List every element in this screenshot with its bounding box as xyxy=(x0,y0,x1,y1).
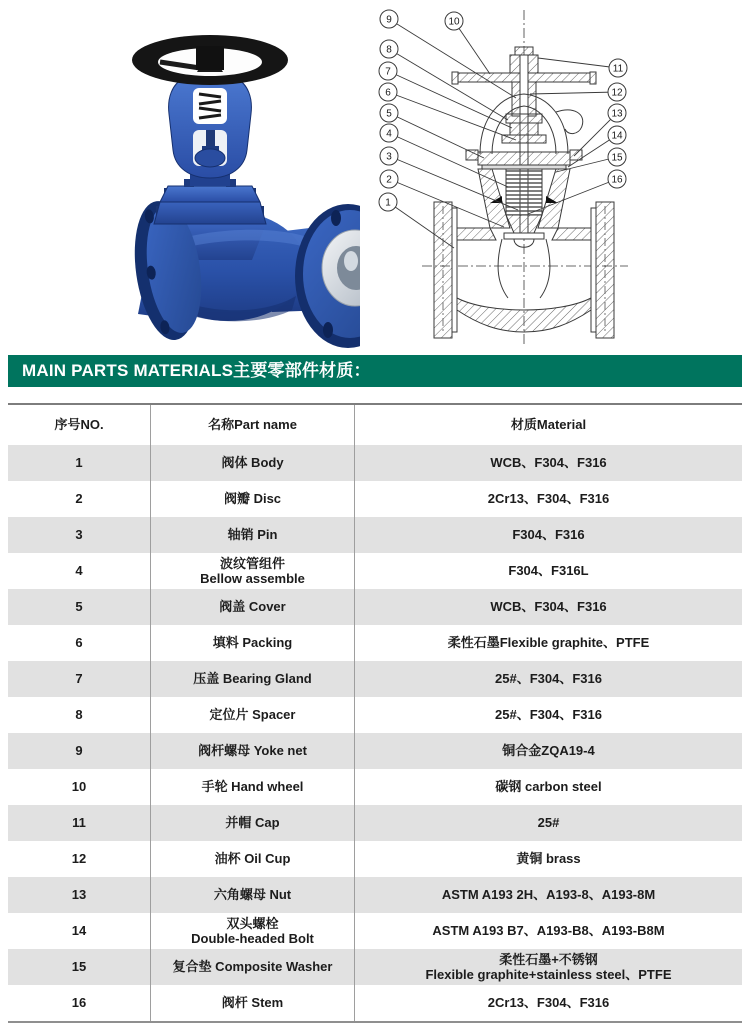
cell-no: 12 xyxy=(71,851,87,867)
table-row xyxy=(8,481,742,517)
cell-no: 9 xyxy=(75,743,83,759)
cell-material: ASTM A193 2H、A193-8、A193-8M xyxy=(441,887,656,903)
bonnet xyxy=(154,174,266,224)
cell-part-name: 阀体 Body xyxy=(150,445,355,481)
header-part-name: 名称Part name xyxy=(150,405,355,445)
cell-material: 2Cr13、F304、F316 xyxy=(487,491,610,507)
section-title-bar xyxy=(8,355,742,387)
callout-number: 3 xyxy=(386,151,392,163)
table-row xyxy=(8,877,742,913)
table-row xyxy=(8,913,742,949)
table-row xyxy=(8,697,742,733)
cell-no: 7 xyxy=(75,671,83,687)
table-row xyxy=(8,553,742,589)
right-flange xyxy=(295,204,360,348)
table-row xyxy=(8,517,742,553)
table-row xyxy=(8,805,742,841)
callout-number: 10 xyxy=(448,16,460,28)
callout-number: 12 xyxy=(611,87,623,99)
callout-number: 4 xyxy=(386,128,392,140)
section-title: MAIN PARTS MATERIALS主要零部件材质： xyxy=(22,361,371,380)
callout-number: 6 xyxy=(385,87,391,99)
cell-part-name: 阀盖 Cover xyxy=(150,589,355,625)
cell-material: WCB、F304、F316 xyxy=(490,455,607,471)
cell-part-name: 阀杆 Stem xyxy=(150,985,355,1021)
cell-no: 3 xyxy=(75,527,83,543)
cell-part-name: 压盖 Bearing Gland xyxy=(150,661,355,697)
cell-material: 25#、F304、F316 xyxy=(495,707,602,723)
cell-material: WCB、F304、F316 xyxy=(490,599,607,615)
cell-material: 铜合金ZQA19-4 xyxy=(502,743,595,759)
table-row xyxy=(8,841,742,877)
yoke xyxy=(169,78,252,178)
drawing-geometry xyxy=(422,10,628,344)
valve-photo-illustration xyxy=(60,18,360,352)
callout-number: 1 xyxy=(385,197,391,209)
callout-number: 2 xyxy=(386,174,392,186)
callout-leader-line xyxy=(388,92,516,140)
cell-part-name: 定位片 Spacer xyxy=(150,697,355,733)
callout-number: 8 xyxy=(386,44,392,56)
parts-materials-table xyxy=(8,403,742,1023)
table-row xyxy=(8,733,742,769)
cell-material: 25# xyxy=(537,815,560,831)
table-row xyxy=(8,949,742,985)
callout-leader-line xyxy=(389,16,516,98)
cell-no: 13 xyxy=(71,887,87,903)
cell-material: 柔性石墨Flexible graphite、PTFE xyxy=(447,635,650,651)
header-material: 材质Material xyxy=(510,417,587,433)
callout-leader-line xyxy=(530,92,617,94)
cell-no: 10 xyxy=(71,779,87,795)
cell-no: 11 xyxy=(72,815,86,831)
callout-number: 9 xyxy=(386,14,392,26)
cell-no: 14 xyxy=(71,923,87,939)
header-no: 序号NO. xyxy=(54,417,104,433)
callout-number: 5 xyxy=(386,108,392,120)
table-row xyxy=(8,661,742,697)
cell-no: 16 xyxy=(71,995,87,1011)
cell-part-name: 复合垫 Composite Washer xyxy=(150,949,355,985)
cell-material: F304、F316L xyxy=(508,563,589,579)
table-row xyxy=(8,445,742,481)
cell-no: 2 xyxy=(75,491,83,507)
callout-number: 7 xyxy=(385,66,391,78)
callout-number: 11 xyxy=(612,63,624,75)
callout-number: 14 xyxy=(611,130,623,142)
product-photo xyxy=(60,18,360,352)
cell-no: 4 xyxy=(75,563,83,579)
table-row xyxy=(8,769,742,805)
callout-leader-line xyxy=(389,49,508,120)
cell-material: 柔性石墨+不锈钢 Flexible graphite+stainless steel、PTFE xyxy=(425,951,672,982)
cell-no: 1 xyxy=(75,455,83,471)
cell-material: F304、F316 xyxy=(512,527,585,543)
cell-part-name: 六角螺母 Nut xyxy=(150,877,355,913)
callout-number: 16 xyxy=(611,174,623,186)
table-row xyxy=(8,589,742,625)
callout-leader-line xyxy=(389,113,484,158)
table-row xyxy=(8,625,742,661)
cell-part-name: 阀瓣 Disc xyxy=(150,481,355,517)
cell-part-name: 阀杆螺母 Yoke net xyxy=(150,733,355,769)
cell-no: 8 xyxy=(75,707,83,723)
cell-material: 黄铜 brass xyxy=(516,851,581,867)
cell-part-name: 波纹管组件 Bellow assemble xyxy=(150,553,355,589)
cell-no: 6 xyxy=(75,635,83,651)
cell-part-name: 油杯 Oil Cup xyxy=(150,841,355,877)
callout-leader-line xyxy=(454,21,490,74)
cell-part-name: 手轮 Hand wheel xyxy=(150,769,355,805)
cell-no: 15 xyxy=(71,959,87,975)
valve-section-illustration xyxy=(378,2,748,354)
cell-part-name: 并帽 Cap xyxy=(150,805,355,841)
cell-no: 5 xyxy=(75,599,83,615)
cell-material: 2Cr13、F304、F316 xyxy=(487,995,610,1011)
handwheel xyxy=(132,35,288,85)
cell-part-name: 双头螺栓 Double-headed Bolt xyxy=(150,913,355,949)
cell-part-name: 轴销 Pin xyxy=(150,517,355,553)
callout-number: 15 xyxy=(611,152,623,164)
callout-leader-line xyxy=(538,58,618,68)
table-row xyxy=(8,985,742,1021)
technical-drawing xyxy=(378,2,748,354)
cell-material: 碳钢 carbon steel xyxy=(495,779,602,795)
cell-material: ASTM A193 B7、A193-B8、A193-B8M xyxy=(432,923,665,939)
callout-number: 13 xyxy=(611,108,623,120)
cell-material: 25#、F304、F316 xyxy=(495,671,602,687)
table-header-row xyxy=(8,405,742,445)
table-body xyxy=(8,445,742,1021)
cell-part-name: 填料 Packing xyxy=(150,625,355,661)
